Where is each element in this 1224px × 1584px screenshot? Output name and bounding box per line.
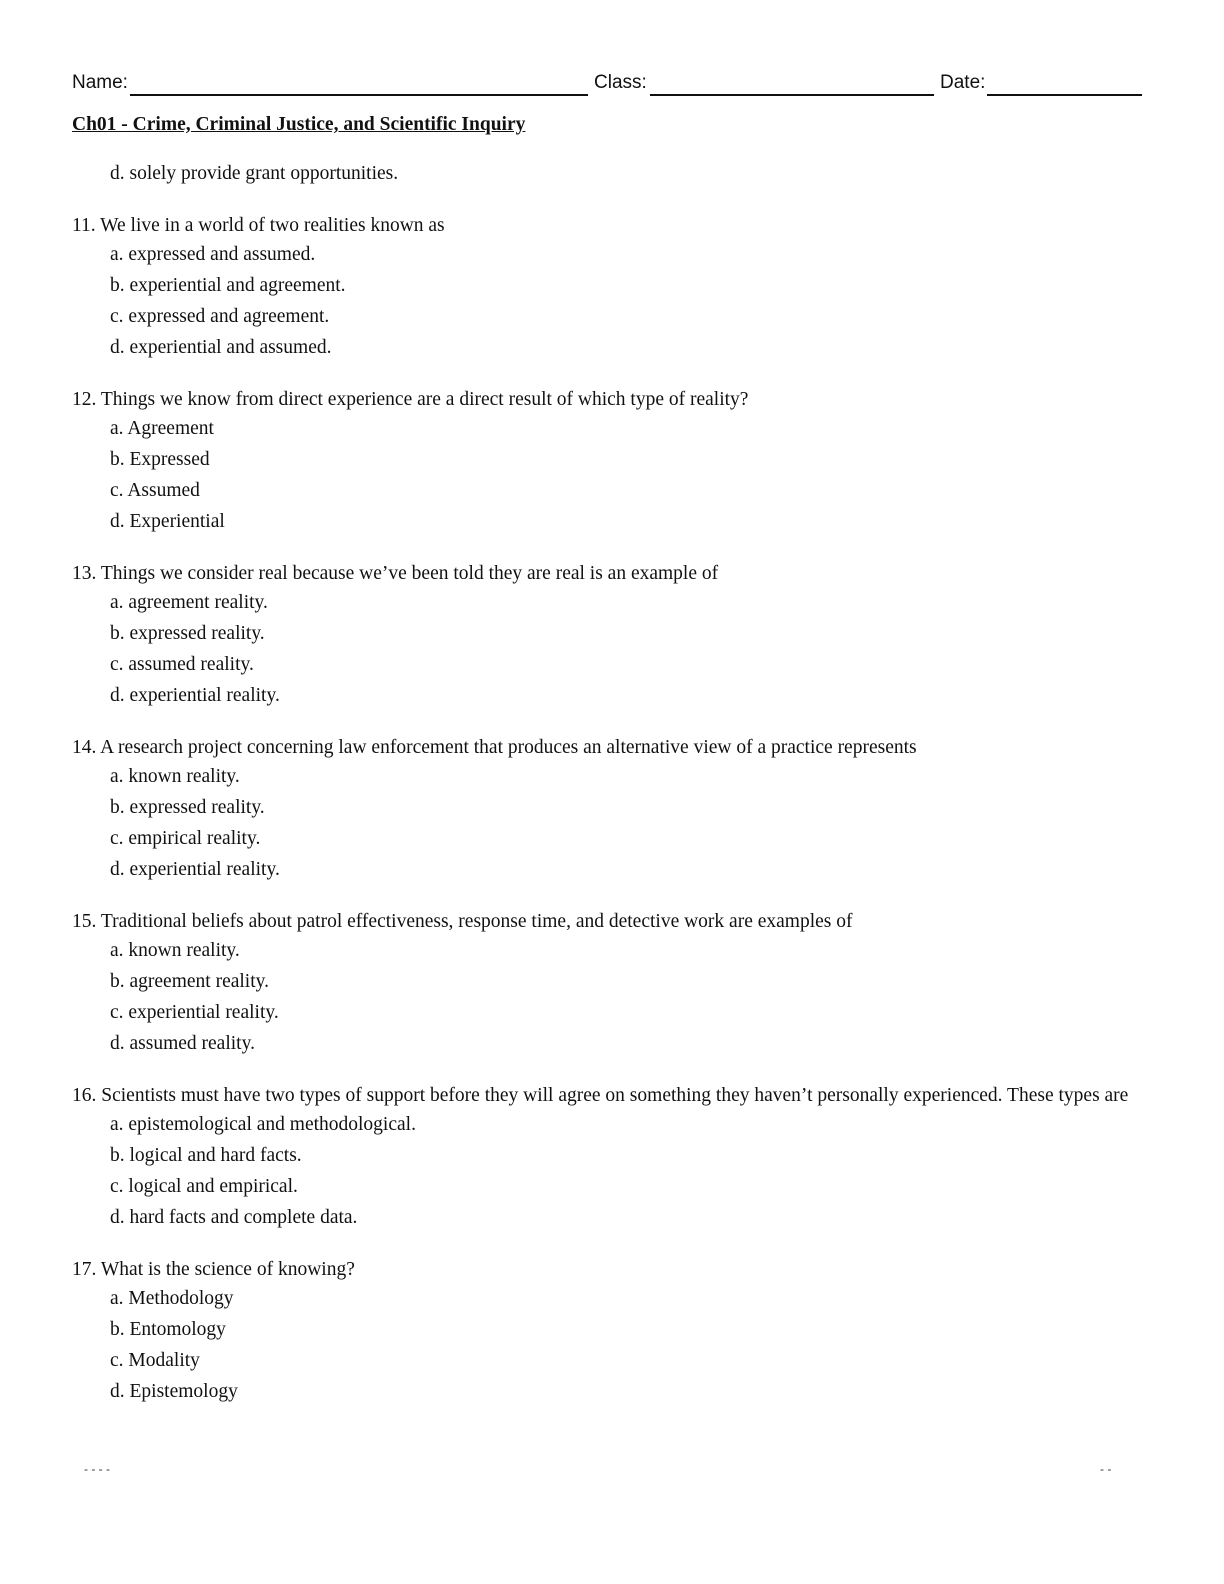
question-stem: 13. Things we consider real because we’ve been told they are real is an example of [72, 563, 719, 584]
question-14 [72, 735, 1152, 887]
date-label: Date: [940, 72, 986, 93]
answer-option: b. Entomology [110, 1319, 226, 1340]
answer-option: d. Epistemology [110, 1381, 238, 1402]
chapter-title: Ch01 - Crime, Criminal Justice, and Scientific Inquiry [72, 114, 526, 135]
answer-option: b. expressed reality. [110, 623, 265, 644]
answer-option: a. Methodology [110, 1288, 234, 1309]
answer-option: c. assumed reality. [110, 654, 254, 675]
name-label: Name: [72, 72, 128, 93]
answer-option: a. epistemological and methodological. [110, 1114, 416, 1135]
name-field[interactable] [130, 94, 588, 96]
answer-option: a. agreement reality. [110, 592, 268, 613]
question-16 [72, 1083, 1152, 1235]
answer-option: b. agreement reality. [110, 971, 269, 992]
question-stem: 11. We live in a world of two realities known as [72, 215, 445, 236]
footer-right: - - [1100, 1462, 1112, 1476]
question-15 [72, 909, 1152, 1061]
answer-option: a. Agreement [110, 418, 214, 439]
answer-option: a. expressed and assumed. [110, 244, 316, 265]
question-stem: 17. What is the science of knowing? [72, 1259, 355, 1280]
answer-option: d. Experiential [110, 511, 225, 532]
answer-option: d. experiential and assumed. [110, 337, 332, 358]
question-stem: 14. A research project concerning law enforcement that produces an alternative view of a practice represents [72, 737, 917, 758]
answer-option: d. experiential reality. [110, 859, 280, 880]
answer-option: c. Modality [110, 1350, 200, 1371]
answer-option: c. empirical reality. [110, 828, 261, 849]
answer-option: b. experiential and agreement. [110, 275, 346, 296]
answer-option: c. experiential reality. [110, 1002, 279, 1023]
answer-option: d. assumed reality. [110, 1033, 255, 1054]
carryover-option: d. solely provide grant opportunities. [110, 163, 399, 184]
question-17 [72, 1257, 1152, 1409]
answer-option: c. Assumed [110, 480, 200, 501]
question-stem: 16. Scientists must have two types of support before they will agree on something they haven’t personally experienced. These types are [72, 1085, 1129, 1106]
answer-option: c. expressed and agreement. [110, 306, 330, 327]
answer-option: b. Expressed [110, 449, 210, 470]
date-field[interactable] [987, 94, 1142, 96]
question-list [72, 160, 1152, 1409]
answer-option: d. hard facts and complete data. [110, 1207, 358, 1228]
answer-option: b. logical and hard facts. [110, 1145, 302, 1166]
question-stem: 15. Traditional beliefs about patrol effectiveness, response time, and detective work are examples of [72, 911, 853, 932]
student-info-header [72, 70, 1144, 100]
question-stem: 12. Things we know from direct experience are a direct result of which type of reality? [72, 389, 749, 410]
class-field[interactable] [650, 94, 934, 96]
answer-option: a. known reality. [110, 940, 240, 961]
class-label: Class: [594, 72, 647, 93]
question-13 [72, 561, 1152, 713]
answer-option: c. logical and empirical. [110, 1176, 298, 1197]
question-12 [72, 387, 1152, 539]
answer-option: d. experiential reality. [110, 685, 280, 706]
answer-option: a. known reality. [110, 766, 240, 787]
footer-left: - - - - [84, 1462, 110, 1476]
answer-option: b. expressed reality. [110, 797, 265, 818]
question-11 [72, 213, 1152, 365]
